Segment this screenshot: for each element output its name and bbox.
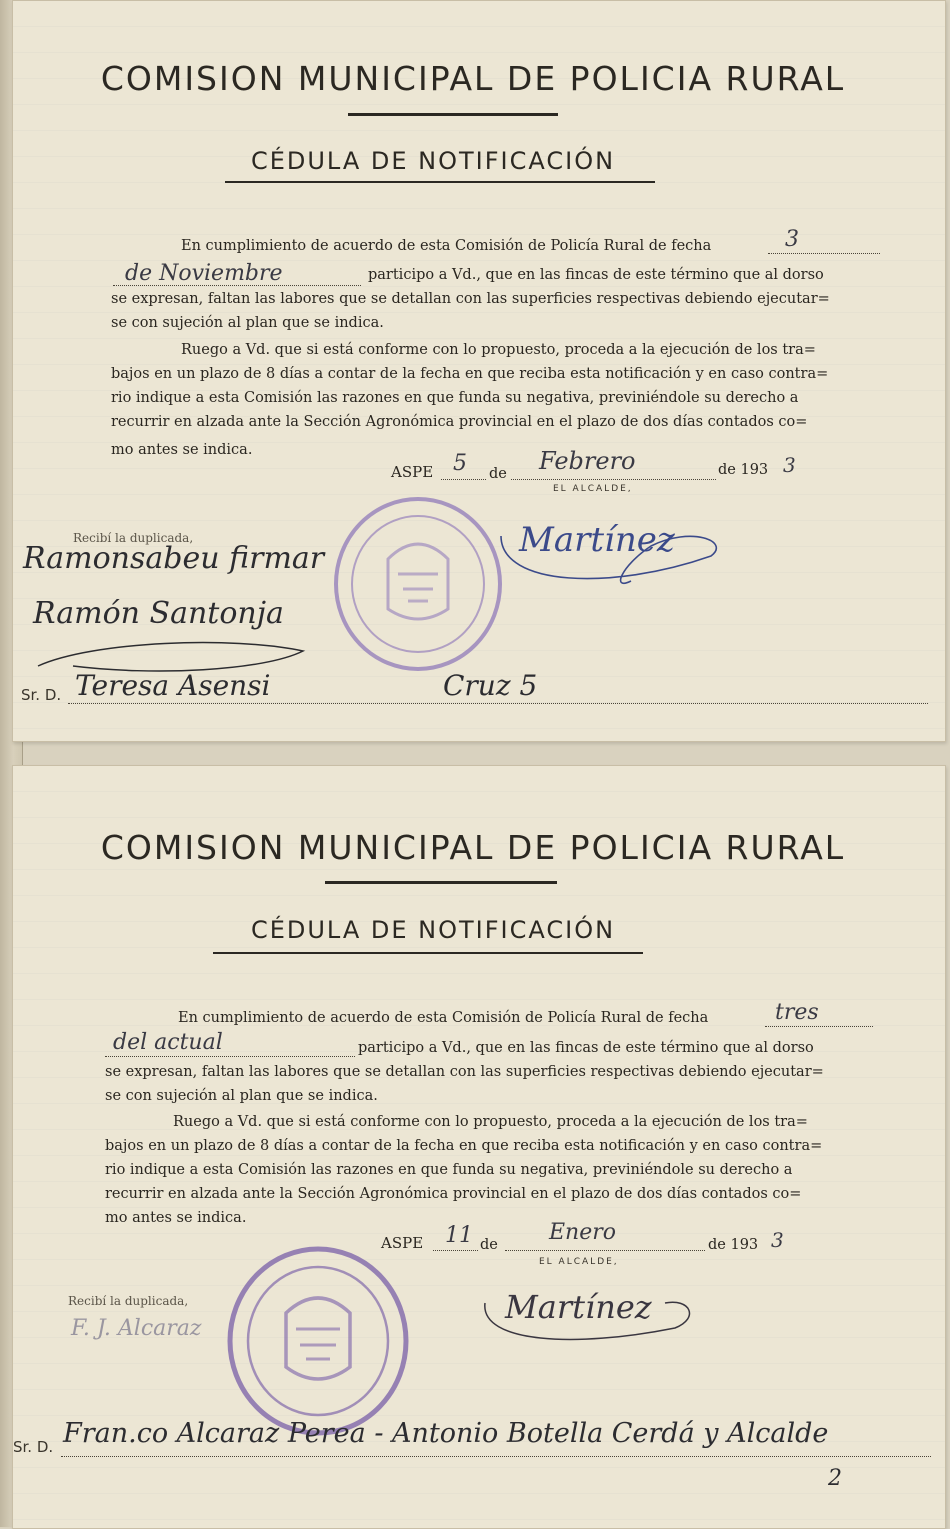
handwritten-recipient: Fran.co Alcaraz Perea - Antonio Botella Cerdá y Alcalde [63,1418,829,1449]
para1-line3: se expresan, faltan las labores que se detallan con las superficies respectivas debiendo ejecutar= [111,291,830,307]
day-dotted-line [433,1250,478,1251]
place-label: ASPE [391,463,434,481]
heading-rule [325,881,557,884]
form-subheading: CÉDULA DE NOTIFICACIÓN [250,147,616,175]
alcalde-signature-text: Martínez [505,1288,652,1326]
date-dotted-line [105,1056,355,1057]
para1-line1: En cumplimiento de acuerdo de esta Comisión de Policía Rural de fecha [178,1010,709,1026]
para2-line2: bajos en un plazo de 8 días a contar de la fecha en que reciba esta notificación y en caso contra= [105,1138,823,1154]
handwritten-month: Febrero [539,447,636,475]
para2-line4: recurrir en alzada ante la Sección Agronómica provincial en el plazo de dos días contados co= [111,414,808,430]
para1-line3: se expresan, faltan las labores que se detallan con las superficies respectivas debiendo ejecutar= [105,1064,824,1080]
year-prefix: de 193 [718,462,769,478]
handwritten-day: 11 [445,1223,473,1248]
recipient-dotted-line [68,703,928,704]
recipient-dotted-line [61,1456,931,1457]
alcalde-signature [475,1268,715,1348]
para2-line4: recurrir en alzada ante la Sección Agronómica provincial en el plazo de dos días contados co= [105,1186,802,1202]
recibi-label: Recibí la duplicada, [73,531,194,545]
handwritten-receipt-line-2: Ramón Santonja [33,596,284,631]
form-subheading: CÉDULA DE NOTIFICACIÓN [250,916,616,944]
recibi-label: Recibí la duplicada, [68,1294,189,1308]
handwritten-year: 3 [771,1228,784,1252]
handwritten-receipt-line-1: Ramonsabeu firmar [23,541,325,576]
para2-line2: bajos en un plazo de 8 días a contar de la fecha en que reciba esta notificación y en caso contra= [111,366,829,382]
handwritten-date-day: tres [775,1000,819,1025]
place-label: ASPE [381,1234,424,1252]
date-dotted-line [768,253,880,254]
alcalde-signature-text: Martínez [519,520,675,560]
para2-line3: rio indique a esta Comisión las razones en que funda su negativa, previniéndole su derecho a [105,1162,793,1178]
handwritten-day: 5 [453,451,467,476]
notification-form-1 [12,0,946,742]
month-dotted-line [511,479,716,480]
alcalde-signature [491,496,731,596]
para1-line4: se con sujeción al plan que se indica. [105,1088,378,1104]
para2-line3: rio indique a esta Comisión las razones en que funda su negativa, previniéndole su derecho a [111,390,799,406]
para2-line5: mo antes se indica. [105,1210,247,1226]
year-prefix: de 193 [708,1237,759,1253]
para2-line5: mo antes se indica. [111,442,253,458]
handwritten-date-day: 3 [785,227,799,252]
municipal-seal-stamp [218,1241,418,1441]
subheading-rule [225,181,655,183]
subheading-rule [213,952,643,954]
handwritten-month: Enero [549,1220,617,1245]
srd-label: Sr. D. [13,1438,54,1456]
municipal-seal-stamp [318,489,518,679]
para2-line1: Ruego a Vd. que si está conforme con lo propuesto, proceda a la ejecución de los tra= [173,1114,808,1130]
para1-line2: participo a Vd., que en las fincas de este término que al dorso [358,1040,814,1056]
para1-line4: se con sujeción al plan que se indica. [111,315,384,331]
month-dotted-line [505,1250,705,1251]
de-label: de [489,466,507,482]
form-heading: COMISION MUNICIPAL DE POLICIA RURAL [100,59,846,98]
de-label: de [480,1237,498,1253]
handwritten-address: Cruz 5 [443,669,538,702]
handwritten-page-number: 2 [828,1466,842,1491]
handwritten-date-month: de Noviembre [125,261,283,286]
para1-line1: En cumplimiento de acuerdo de esta Comisión de Policía Rural de fecha [181,238,712,254]
handwritten-recipient: Teresa Asensi [75,669,271,702]
para1-line2: participo a Vd., que en las fincas de este término que al dorso [368,267,824,283]
alcalde-label: EL ALCALDE, [539,1257,619,1267]
notification-form-2 [12,765,946,1529]
heading-rule [348,113,558,116]
handwritten-date-month: del actual [113,1030,223,1055]
form-heading: COMISION MUNICIPAL DE POLICIA RURAL [100,828,846,867]
srd-label: Sr. D. [21,686,62,704]
date-dotted-line [765,1026,873,1027]
handwritten-receipt-line-1: F. J. Alcaraz [71,1316,202,1341]
day-dotted-line [441,479,486,480]
alcalde-label: EL ALCALDE, [553,484,633,494]
handwritten-year: 3 [783,453,796,477]
para2-line1: Ruego a Vd. que si está conforme con lo propuesto, proceda a la ejecución de los tra= [181,342,816,358]
